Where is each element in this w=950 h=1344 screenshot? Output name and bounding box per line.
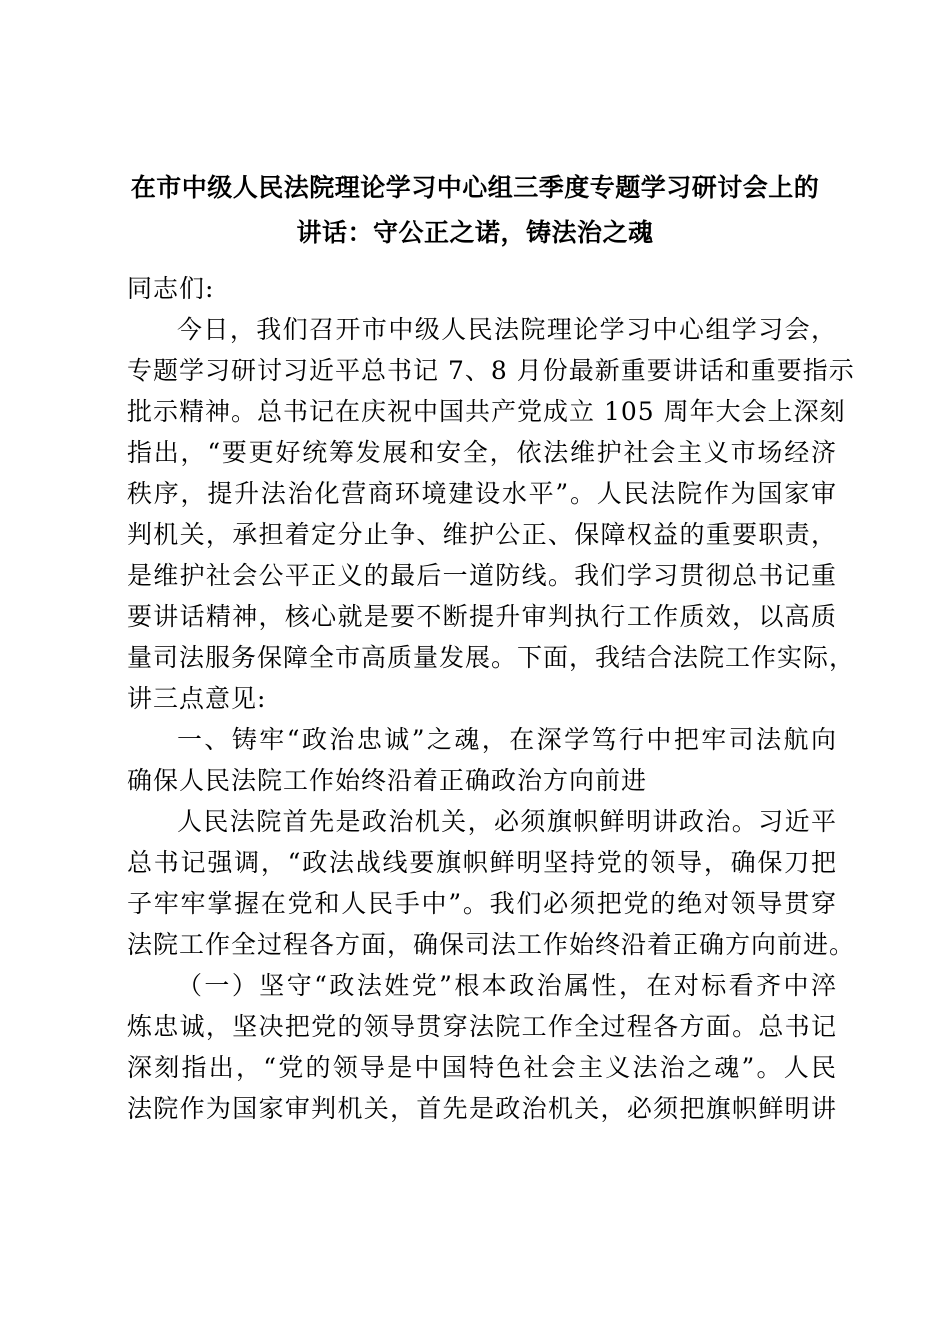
body-line: 一、铸牢“政治忠诚”之魂，在深学笃行中把牢司法航向 <box>177 725 837 754</box>
body-line: 深刻指出，“党的领导是中国特色社会主义法治之魂”。人民 <box>127 1053 837 1082</box>
body-line: 确保人民法院工作始终沿着正确政治方向前进 <box>127 766 648 795</box>
body-line: 是维护社会公平正义的最后一道防线。我们学习贯彻总书记重 <box>127 561 837 590</box>
title-line-1: 在市中级人民法院理论学习中心组三季度专题学习研讨会上的 <box>130 173 820 202</box>
body-line: 量司法服务保障全市高质量发展。下面，我结合法院工作实际， <box>127 643 856 672</box>
body-line: 总书记强调，“政法战线要旗帜鲜明坚持党的领导，确保刀把 <box>127 848 837 877</box>
body-line: 今日，我们召开市中级人民法院理论学习中心组学习会， <box>177 315 837 344</box>
title-line-2: 讲话：守公正之诺，铸法治之魂 <box>296 218 654 247</box>
body-line: 法院工作全过程各方面，确保司法工作始终沿着正确方向前进。 <box>127 930 856 959</box>
body-line: 炼忠诚，坚决把党的领导贯穿法院工作全过程各方面。总书记 <box>127 1012 837 1041</box>
body-line: （一）坚守“政法姓党”根本政治属性，在对标看齐中淬 <box>177 971 837 1000</box>
document-body <box>127 268 856 1129</box>
body-line: 同志们: <box>127 274 215 303</box>
body-line: 指出，“要更好统筹发展和安全，依法维护社会主义市场经济 <box>127 438 837 467</box>
body-line: 专题学习研讨习近平总书记 7、8 月份最新重要讲话和重要指示 <box>127 356 855 385</box>
body-line: 人民法院首先是政治机关，必须旗帜鲜明讲政治。习近平 <box>177 807 837 836</box>
document-title <box>120 165 830 255</box>
body-line: 秩序，提升法治化营商环境建设水平”。人民法院作为国家审 <box>127 479 837 508</box>
body-line: 判机关，承担着定分止争、维护公正、保障权益的重要职责， <box>127 520 837 549</box>
body-line: 讲三点意见: <box>127 684 267 713</box>
body-line: 子牢牢掌握在党和人民手中”。我们必须把党的绝对领导贯穿 <box>127 889 837 918</box>
body-line: 批示精神。总书记在庆祝中国共产党成立 105 周年大会上深刻 <box>127 397 846 426</box>
body-line: 要讲话精神，核心就是要不断提升审判执行工作质效，以高质 <box>127 602 837 631</box>
body-line: 法院作为国家审判机关，首先是政治机关，必须把旗帜鲜明讲 <box>127 1094 837 1123</box>
